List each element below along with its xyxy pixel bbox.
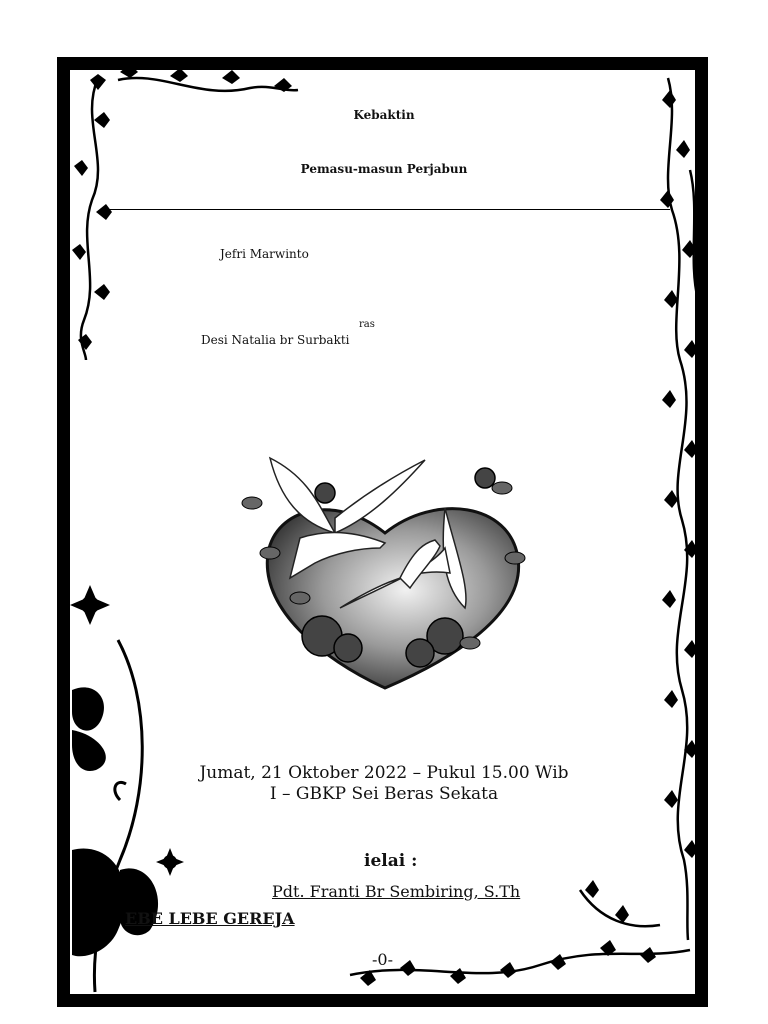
event-venue: I – GBKP Sei Beras Sekata bbox=[269, 784, 499, 804]
groom-name: Jefri Marwinto bbox=[220, 247, 309, 261]
church-council: EBE LEBE GEREJA bbox=[125, 909, 295, 928]
bride-name: Desi Natalia br Surbakti bbox=[201, 333, 350, 347]
officiant-name: Pdt. Franti Br Sembiring, S.Th bbox=[272, 882, 521, 901]
couple-connector: ras bbox=[359, 319, 375, 330]
service-title: Kebaktin bbox=[353, 108, 415, 122]
event-datetime: Jumat, 21 Oktober 2022 – Pukul 15.00 Wib bbox=[199, 763, 569, 783]
heart-doves-emblem bbox=[240, 448, 530, 693]
officiant-label: ielai : bbox=[364, 851, 418, 871]
header-divider bbox=[104, 209, 670, 210]
page-number: -0- bbox=[372, 950, 393, 969]
service-subtitle: Pemasu-masun Perjabun bbox=[300, 162, 468, 176]
